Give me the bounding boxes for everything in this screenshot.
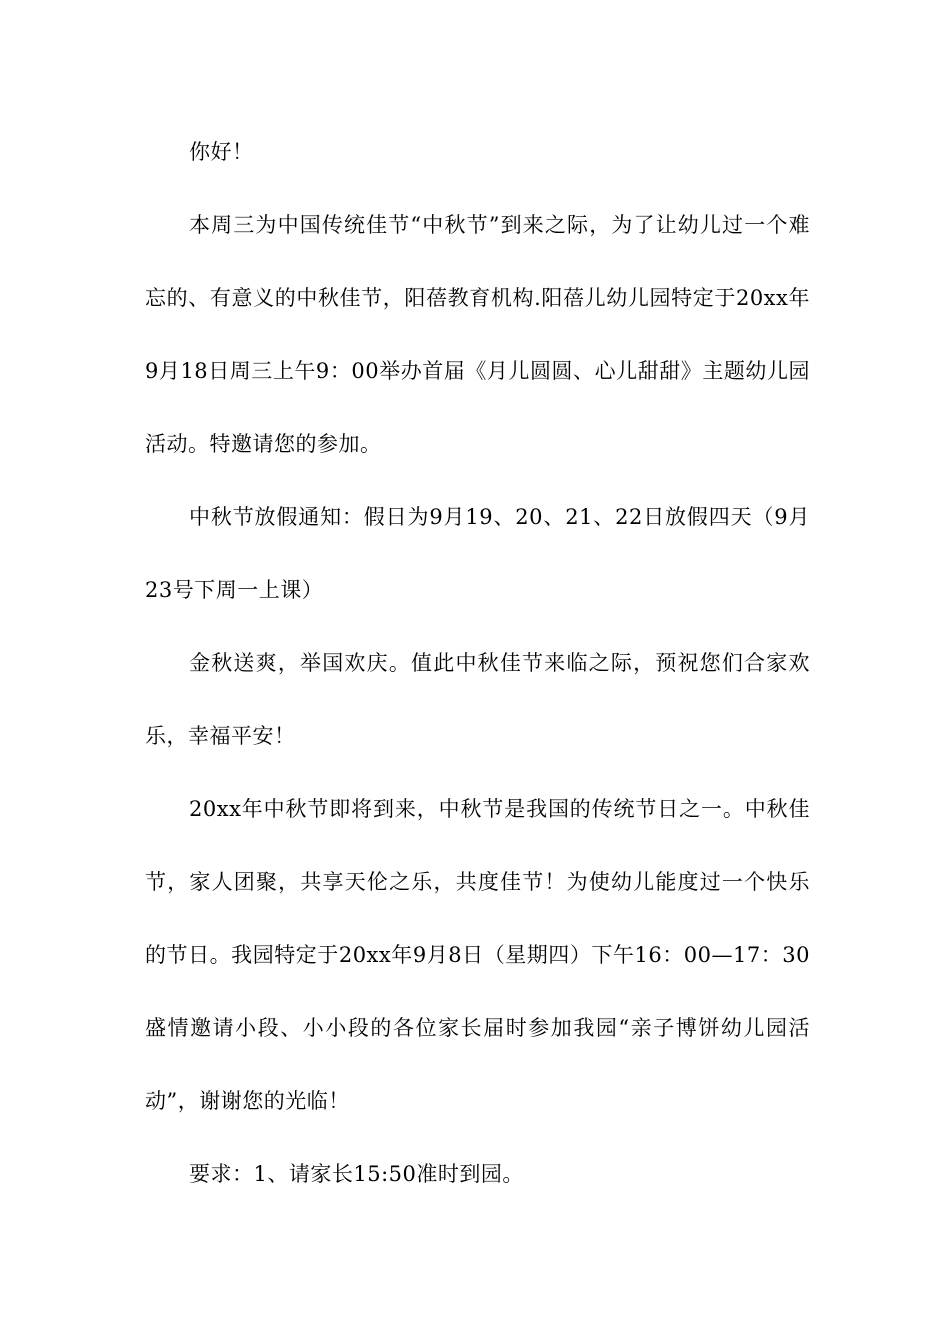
- greeting-paragraph: 你好！: [189, 140, 254, 164]
- parent-child-event-paragraph: 20xx年中秋节即将到来，中秋节是我国的传统节日之一。中秋佳节，家人团聚，共享天伦之乐，共度佳节！为使幼儿能度过一个快乐的节日。我园特定于20xx年9月8日（星期四）下午16：00—17：30盛情邀请小段、小小段的各位家长届时参加我园“亲子博饼幼儿园活动”，谢谢您的光临！: [145, 797, 810, 1113]
- requirements-paragraph: 要求：1、请家长15:50准时到园。: [189, 1162, 524, 1186]
- document-body: [145, 116, 810, 1211]
- holiday-notice-paragraph: 中秋节放假通知：假日为9月19、20、21、22日放假四天（9月23号下周一上课）: [145, 505, 810, 602]
- invitation-paragraph: 本周三为中国传统佳节“中秋节”到来之际，为了让幼儿过一个难忘的、有意义的中秋佳节，阳蓓教育机构.阳蓓儿幼儿园特定于20xx年9月18日周三上午9：00举办首届《月儿圆圆、心儿甜甜》主题幼儿园活动。特邀请您的参加。: [145, 213, 810, 456]
- blessing-paragraph: 金秋送爽，举国欢庆。值此中秋佳节来临之际，预祝您们合家欢乐，幸福平安！: [145, 651, 810, 748]
